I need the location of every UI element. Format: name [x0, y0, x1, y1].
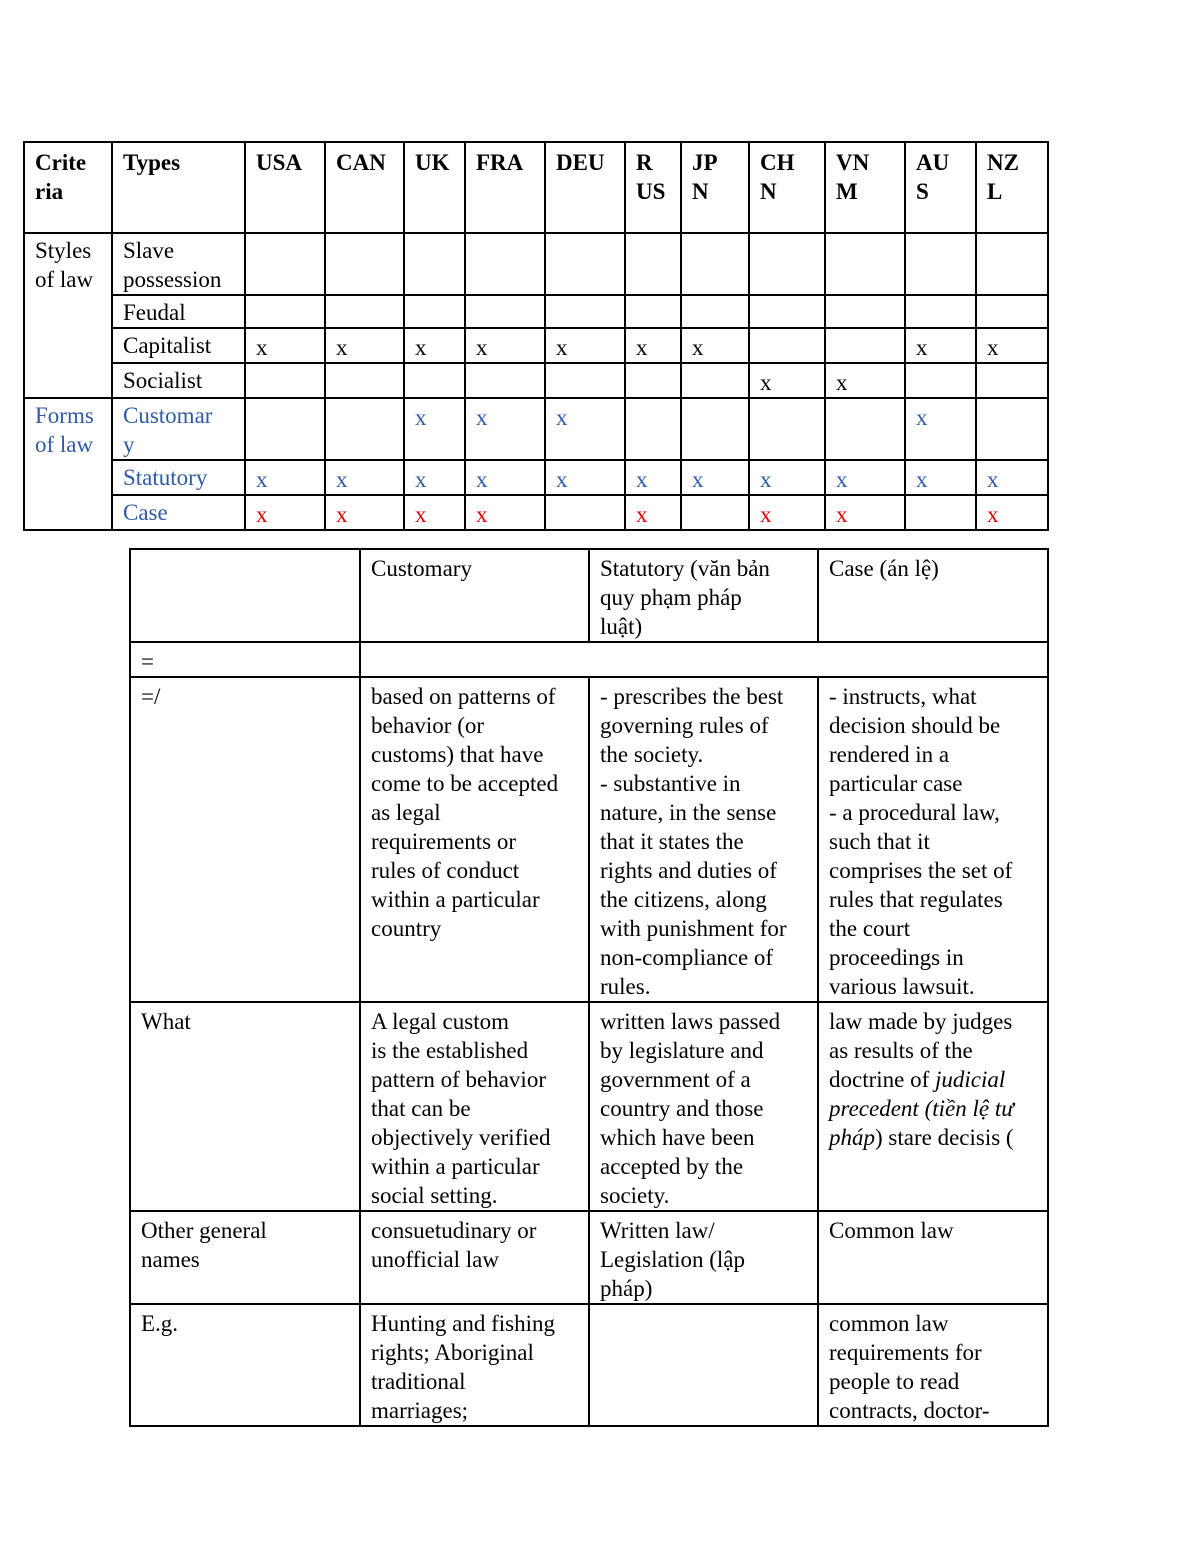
- mark-cell: [825, 398, 905, 460]
- mark-cell: [545, 495, 625, 530]
- mark-cell: x: [905, 460, 976, 495]
- differences-row: [130, 677, 1048, 1002]
- mark-cell: [905, 233, 976, 295]
- mark-cell: x: [545, 328, 625, 363]
- statutory-cell: written laws passed by legislature and government of a country and those which have been accepted by the society.: [589, 1002, 818, 1211]
- mark-cell: x: [465, 460, 545, 495]
- mark-cell: x: [245, 495, 325, 530]
- country-header: CAN: [325, 142, 404, 233]
- mark-cell: [465, 295, 545, 328]
- customary-cell: based on patterns of behavior (or customs) that have come to be accepted as legal requirements or rules of conduct within a particular country: [360, 677, 589, 1002]
- country-header: CH N: [749, 142, 825, 233]
- mark-cell: [905, 363, 976, 398]
- country-header: DEU: [545, 142, 625, 233]
- country-header: FRA: [465, 142, 545, 233]
- country-header: UK: [404, 142, 465, 233]
- table1-header-row: [24, 142, 1048, 233]
- statutory-cell: [589, 1304, 818, 1426]
- type-label: Case: [112, 495, 245, 530]
- table-row: [24, 295, 1048, 328]
- mark-cell: x: [404, 495, 465, 530]
- mark-cell: [825, 295, 905, 328]
- customary-cell: consuetudinary or unofficial law: [360, 1211, 589, 1304]
- mark-cell: [905, 295, 976, 328]
- case-text-italic: judicial precedent (tiền lệ tư pháp: [829, 1067, 1014, 1150]
- table2-header-row: [130, 549, 1048, 642]
- table-row: [24, 328, 1048, 363]
- case-cell: [818, 1002, 1048, 1211]
- mark-cell: x: [681, 460, 749, 495]
- mark-cell: x: [976, 460, 1048, 495]
- country-header: AU S: [905, 142, 976, 233]
- forms-of-law-table: [129, 548, 1049, 1427]
- case-cell: Common law: [818, 1211, 1048, 1304]
- customary-header: Customary: [360, 549, 589, 642]
- case-text-post: ) stare decisis (: [875, 1125, 1014, 1150]
- similarities-value: [360, 642, 1048, 677]
- mark-cell: x: [325, 460, 404, 495]
- table-row: [24, 363, 1048, 398]
- mark-cell: x: [749, 495, 825, 530]
- type-label: Statutory: [112, 460, 245, 495]
- mark-cell: [465, 363, 545, 398]
- mark-cell: [681, 495, 749, 530]
- mark-cell: x: [404, 460, 465, 495]
- mark-cell: [625, 295, 681, 328]
- mark-cell: [625, 398, 681, 460]
- mark-cell: x: [465, 328, 545, 363]
- mark-cell: [404, 295, 465, 328]
- statutory-cell: Written law/ Legislation (lập pháp): [589, 1211, 818, 1304]
- mark-cell: [681, 295, 749, 328]
- mark-cell: x: [545, 460, 625, 495]
- mark-cell: [625, 363, 681, 398]
- mark-cell: [905, 495, 976, 530]
- mark-cell: x: [976, 328, 1048, 363]
- mark-cell: [625, 233, 681, 295]
- mark-cell: [245, 295, 325, 328]
- mark-cell: x: [465, 398, 545, 460]
- mark-cell: x: [905, 328, 976, 363]
- mark-cell: x: [825, 495, 905, 530]
- table-row: [24, 460, 1048, 495]
- mark-cell: [325, 363, 404, 398]
- mark-cell: [749, 295, 825, 328]
- mark-cell: [681, 363, 749, 398]
- criteria-header: Crite ria: [24, 142, 112, 233]
- blank-header: [130, 549, 360, 642]
- mark-cell: [465, 233, 545, 295]
- mark-cell: [545, 295, 625, 328]
- mark-cell: [404, 233, 465, 295]
- type-label: Slave possession: [112, 233, 245, 295]
- mark-cell: [749, 398, 825, 460]
- type-label: Customar y: [112, 398, 245, 460]
- case-header: Case (án lệ): [818, 549, 1048, 642]
- mark-cell: [976, 363, 1048, 398]
- legal-systems-comparison-table: [23, 141, 1049, 531]
- country-header: R US: [625, 142, 681, 233]
- mark-cell: [749, 233, 825, 295]
- mark-cell: [825, 328, 905, 363]
- mark-cell: x: [681, 328, 749, 363]
- mark-cell: [545, 233, 625, 295]
- row-label: =/: [130, 677, 360, 1002]
- group-label-forms: Forms of law: [24, 398, 112, 530]
- mark-cell: [245, 363, 325, 398]
- other-names-row: [130, 1211, 1048, 1304]
- mark-cell: [245, 233, 325, 295]
- mark-cell: [681, 398, 749, 460]
- mark-cell: x: [825, 460, 905, 495]
- type-label: Feudal: [112, 295, 245, 328]
- mark-cell: x: [404, 328, 465, 363]
- mark-cell: x: [325, 495, 404, 530]
- mark-cell: x: [245, 328, 325, 363]
- mark-cell: x: [465, 495, 545, 530]
- mark-cell: x: [825, 363, 905, 398]
- what-row: [130, 1002, 1048, 1211]
- mark-cell: [976, 398, 1048, 460]
- type-label: Capitalist: [112, 328, 245, 363]
- mark-cell: x: [245, 460, 325, 495]
- mark-cell: [976, 233, 1048, 295]
- table-row: [24, 233, 1048, 295]
- country-header: JP N: [681, 142, 749, 233]
- table-row: [24, 495, 1048, 530]
- type-label: Socialist: [112, 363, 245, 398]
- row-label: What: [130, 1002, 360, 1211]
- mark-cell: x: [625, 328, 681, 363]
- mark-cell: x: [749, 460, 825, 495]
- table-row: [24, 398, 1048, 460]
- mark-cell: x: [976, 495, 1048, 530]
- mark-cell: [545, 363, 625, 398]
- statutory-cell: - prescribes the best governing rules of the society. - substantive in nature, in the sense that it states the rights and duties of the citizens, along with punishment for non-compliance of rules.: [589, 677, 818, 1002]
- case-text-pre: law made by judges as results of the doctrine of: [829, 1009, 1013, 1092]
- statutory-header: Statutory (văn bản quy phạm pháp luật): [589, 549, 818, 642]
- similarities-row: [130, 642, 1048, 677]
- country-header: VN M: [825, 142, 905, 233]
- mark-cell: [404, 363, 465, 398]
- mark-cell: x: [625, 460, 681, 495]
- types-header: Types: [112, 142, 245, 233]
- row-label: Other general names: [130, 1211, 360, 1304]
- mark-cell: [325, 295, 404, 328]
- group-label-styles: Styles of law: [24, 233, 112, 398]
- mark-cell: x: [404, 398, 465, 460]
- mark-cell: [749, 328, 825, 363]
- customary-cell: Hunting and fishing rights; Aboriginal traditional marriages;: [360, 1304, 589, 1426]
- mark-cell: x: [905, 398, 976, 460]
- mark-cell: x: [545, 398, 625, 460]
- mark-cell: [325, 233, 404, 295]
- case-cell: common law requirements for people to read contracts, doctor-: [818, 1304, 1048, 1426]
- country-header: NZ L: [976, 142, 1048, 233]
- mark-cell: [976, 295, 1048, 328]
- mark-cell: x: [325, 328, 404, 363]
- mark-cell: [825, 233, 905, 295]
- mark-cell: [245, 398, 325, 460]
- case-cell: - instructs, what decision should be rendered in a particular case - a procedural law, such that it comprises the set of rules that regulates the court proceedings in various lawsuit.: [818, 677, 1048, 1002]
- customary-cell: A legal custom is the established pattern of behavior that can be objectively verified within a particular social setting.: [360, 1002, 589, 1211]
- mark-cell: x: [749, 363, 825, 398]
- row-label: =: [130, 642, 360, 677]
- row-label: E.g.: [130, 1304, 360, 1426]
- country-header: USA: [245, 142, 325, 233]
- mark-cell: x: [625, 495, 681, 530]
- examples-row: [130, 1304, 1048, 1426]
- mark-cell: [325, 398, 404, 460]
- mark-cell: [681, 233, 749, 295]
